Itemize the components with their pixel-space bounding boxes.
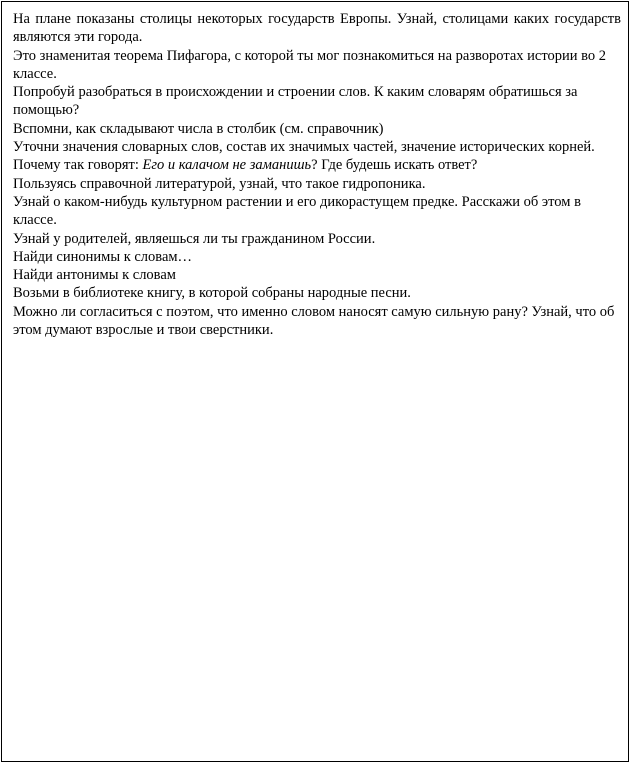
task-paragraph-capitals: На плане показаны столицы некоторых государств Европы. Узнай, столицами каких государств являются эти города.: [13, 11, 621, 46]
task-paragraph-column-addition: Вспомни, как складывают числа в столбик (см. справочник): [13, 120, 384, 137]
task-paragraph-folk-songs: Возьми в библиотеке книгу, в которой собраны народные песни.: [13, 285, 411, 302]
saying-quote: Его и калачом не заманишь: [142, 157, 312, 174]
task-paragraph-dictionary-words: Уточни значения словарных слов, состав их значимых частей, значение исторических корней.: [13, 139, 595, 156]
task-paragraph-saying: [13, 156, 621, 174]
task-paragraph-pythagoras: Это знаменитая теорема Пифагора, с которой ты мог познакомиться на разворотах истории во 2 классе.: [13, 47, 607, 82]
task-paragraph-citizenship: Узнай у родителей, являешься ли ты гражданином России.: [13, 230, 376, 247]
task-list: [13, 10, 621, 339]
document-frame: [1, 1, 629, 762]
saying-before: Почему так говорят:: [13, 157, 143, 174]
task-paragraph-hydroponics: Пользуясь справочной литературой, узнай, что такое гидропоника.: [13, 175, 426, 192]
saying-after: ? Где будешь искать ответ?: [311, 157, 478, 174]
task-paragraph-word-origin: Попробуй разобраться в происхождении и строении слов. К каким словарям обратишься за помощью?: [13, 84, 578, 119]
task-paragraph-poet: Можно ли согласиться с поэтом, что именно словом наносят самую сильную рану? Узнай, что об этом думают взрослые и твои сверстники.: [13, 303, 615, 339]
task-paragraph-plant: Узнай о каком-нибудь культурном растении и его дикорастущем предке. Расскажи об этом в классе.: [13, 193, 581, 229]
task-paragraph-synonyms: Найди синонимы к словам…: [13, 248, 193, 265]
task-paragraph-antonyms: Найди антонимы к словам: [13, 267, 176, 284]
